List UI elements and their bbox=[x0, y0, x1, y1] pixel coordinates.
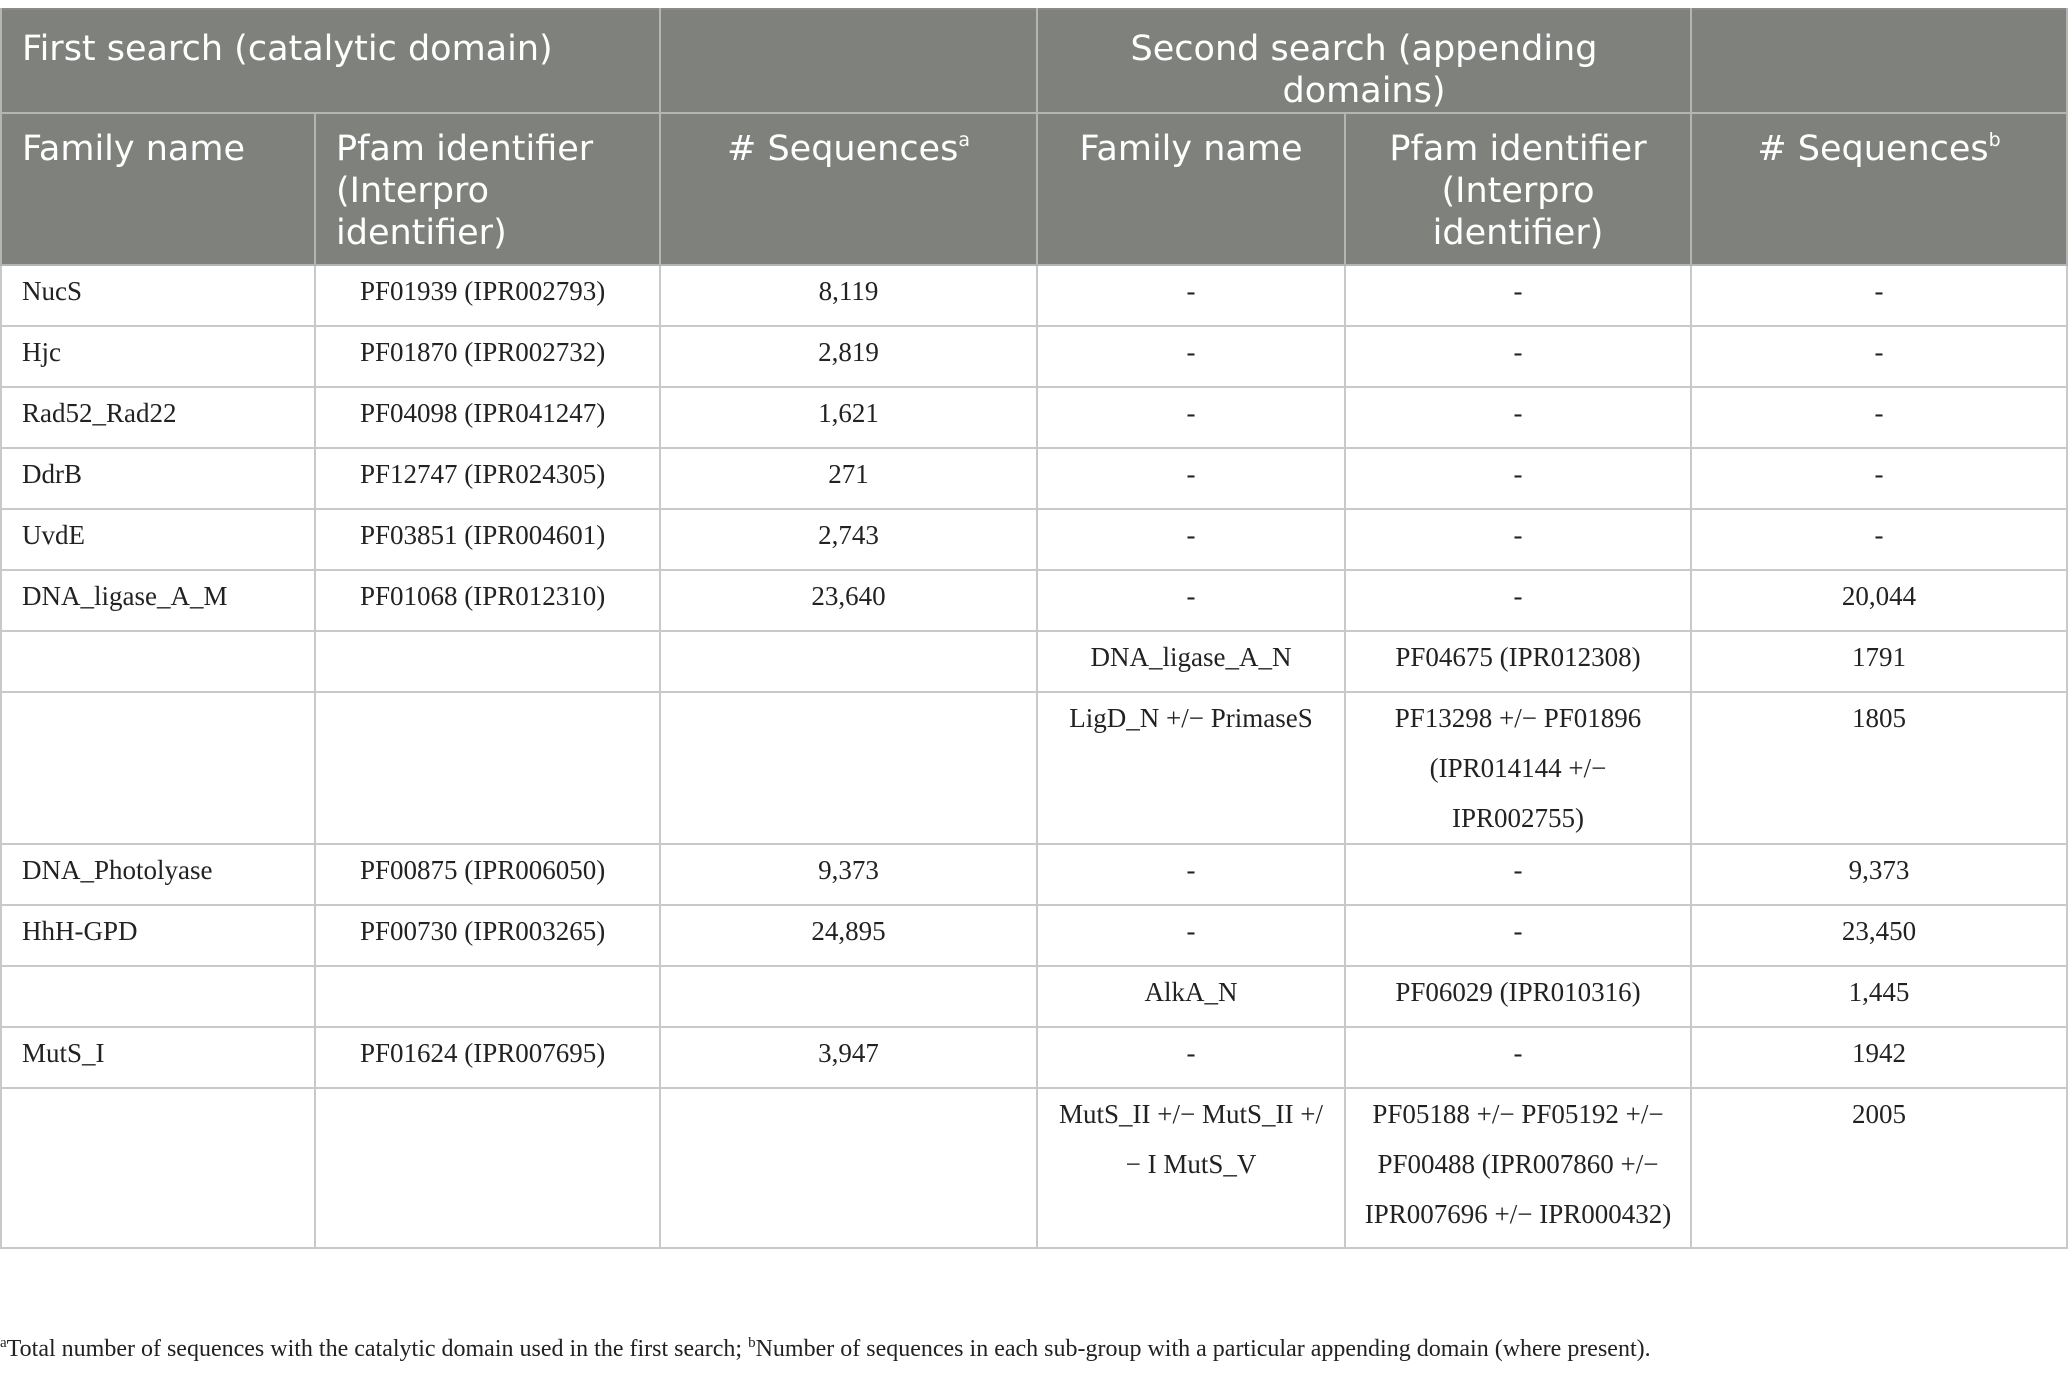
cell-appending-family-name: MutS_II +/− MutS_II +/− I MutS_V bbox=[1037, 1088, 1345, 1248]
cell-sequences bbox=[660, 631, 1037, 692]
cell-family-name: DNA_Photolyase bbox=[1, 844, 315, 905]
cell-appending-family-name: LigD_N +/− PrimaseS bbox=[1037, 692, 1345, 844]
table-row bbox=[1, 570, 2067, 631]
cell-sequences: 271 bbox=[660, 448, 1037, 509]
cell-sequences: 9,373 bbox=[660, 844, 1037, 905]
cell-sequences bbox=[660, 692, 1037, 844]
cell-family-name bbox=[1, 631, 315, 692]
cell-family-name: DNA_ligase_A_M bbox=[1, 570, 315, 631]
cell-pfam-identifier: PF00875 (IPR006050) bbox=[315, 844, 660, 905]
header-group-second-search: Second search (appending domains) bbox=[1037, 9, 1691, 113]
footnote-mark-b: b bbox=[1988, 129, 2001, 151]
cell-appending-sequences: 1,445 bbox=[1691, 966, 2067, 1027]
cell-sequences: 1,621 bbox=[660, 387, 1037, 448]
footnote-b-text: Number of sequences in each sub-group with a particular appending domain (where present). bbox=[755, 1336, 1651, 1362]
data-table bbox=[0, 8, 2068, 1249]
cell-appending-sequences: - bbox=[1691, 448, 2067, 509]
cell-sequences: 24,895 bbox=[660, 905, 1037, 966]
header-pfam-identifier-2: Pfam identifier (Interpro identifier) bbox=[1345, 113, 1691, 265]
cell-sequences: 23,640 bbox=[660, 570, 1037, 631]
table-row bbox=[1, 326, 2067, 387]
cell-appending-sequences: 2005 bbox=[1691, 1088, 2067, 1248]
cell-appending-sequences: - bbox=[1691, 509, 2067, 570]
cell-appending-pfam-identifier: PF13298 +/− PF01896 (IPR014144 +/− IPR002755) bbox=[1345, 692, 1691, 844]
header-sequences-2-label: # Sequences bbox=[1757, 129, 1989, 169]
cell-pfam-identifier: PF01939 (IPR002793) bbox=[315, 265, 660, 326]
cell-family-name bbox=[1, 966, 315, 1027]
cell-family-name: NucS bbox=[1, 265, 315, 326]
header-group-empty-1 bbox=[660, 9, 1037, 113]
cell-family-name bbox=[1, 1088, 315, 1248]
cell-sequences bbox=[660, 1088, 1037, 1248]
table-row bbox=[1, 966, 2067, 1027]
footnote-b-mark: b bbox=[748, 1335, 756, 1351]
cell-appending-pfam-identifier: - bbox=[1345, 265, 1691, 326]
cell-family-name: Hjc bbox=[1, 326, 315, 387]
cell-appending-pfam-identifier: - bbox=[1345, 570, 1691, 631]
cell-pfam-identifier: PF01870 (IPR002732) bbox=[315, 326, 660, 387]
cell-pfam-identifier: PF01068 (IPR012310) bbox=[315, 570, 660, 631]
cell-family-name: MutS_I bbox=[1, 1027, 315, 1088]
data-table-container bbox=[0, 8, 2066, 1249]
header-group-row bbox=[1, 9, 2067, 113]
cell-appending-family-name: - bbox=[1037, 387, 1345, 448]
header-sequences-1-label: # Sequences bbox=[727, 129, 959, 169]
table-footnote bbox=[0, 1336, 1651, 1363]
header-group-empty-2 bbox=[1691, 9, 2067, 113]
cell-appending-sequences: - bbox=[1691, 265, 2067, 326]
header-pfam-identifier-1: Pfam identifier (Interpro identifier) bbox=[315, 113, 660, 265]
table-row bbox=[1, 1027, 2067, 1088]
table-row bbox=[1, 905, 2067, 966]
cell-appending-family-name: AlkA_N bbox=[1037, 966, 1345, 1027]
table-row bbox=[1, 1088, 2067, 1248]
header-sequences-2 bbox=[1691, 113, 2067, 265]
cell-appending-pfam-identifier: PF05188 +/− PF05192 +/− PF00488 (IPR007860 +/− IPR007696 +/− IPR000432) bbox=[1345, 1088, 1691, 1248]
cell-appending-pfam-identifier: - bbox=[1345, 448, 1691, 509]
cell-family-name: Rad52_Rad22 bbox=[1, 387, 315, 448]
cell-pfam-identifier: PF00730 (IPR003265) bbox=[315, 905, 660, 966]
cell-appending-sequences: 23,450 bbox=[1691, 905, 2067, 966]
table-row bbox=[1, 631, 2067, 692]
cell-appending-pfam-identifier: - bbox=[1345, 905, 1691, 966]
cell-appending-family-name: - bbox=[1037, 265, 1345, 326]
table-row bbox=[1, 509, 2067, 570]
cell-sequences bbox=[660, 966, 1037, 1027]
table-row bbox=[1, 387, 2067, 448]
cell-pfam-identifier bbox=[315, 631, 660, 692]
cell-appending-sequences: 1942 bbox=[1691, 1027, 2067, 1088]
header-sequences-1 bbox=[660, 113, 1037, 265]
cell-pfam-identifier bbox=[315, 1088, 660, 1248]
table-row bbox=[1, 844, 2067, 905]
header-group-first-search: First search (catalytic domain) bbox=[1, 9, 660, 113]
cell-sequences: 8,119 bbox=[660, 265, 1037, 326]
cell-appending-family-name: DNA_ligase_A_N bbox=[1037, 631, 1345, 692]
cell-appending-sequences: 20,044 bbox=[1691, 570, 2067, 631]
footnote-a-mark: a bbox=[0, 1335, 7, 1351]
header-family-name-1: Family name bbox=[1, 113, 315, 265]
cell-sequences: 2,743 bbox=[660, 509, 1037, 570]
cell-appending-pfam-identifier: - bbox=[1345, 387, 1691, 448]
cell-pfam-identifier bbox=[315, 692, 660, 844]
cell-appending-pfam-identifier: - bbox=[1345, 326, 1691, 387]
table-row bbox=[1, 448, 2067, 509]
cell-sequences: 3,947 bbox=[660, 1027, 1037, 1088]
cell-appending-family-name: - bbox=[1037, 570, 1345, 631]
cell-appending-sequences: 1791 bbox=[1691, 631, 2067, 692]
cell-family-name: DdrB bbox=[1, 448, 315, 509]
cell-pfam-identifier: PF12747 (IPR024305) bbox=[315, 448, 660, 509]
cell-family-name: HhH-GPD bbox=[1, 905, 315, 966]
cell-appending-family-name: - bbox=[1037, 1027, 1345, 1088]
table-header bbox=[1, 9, 2067, 265]
cell-appending-pfam-identifier: PF06029 (IPR010316) bbox=[1345, 966, 1691, 1027]
cell-appending-pfam-identifier: - bbox=[1345, 509, 1691, 570]
cell-appending-family-name: - bbox=[1037, 509, 1345, 570]
table-body bbox=[1, 265, 2067, 1248]
cell-pfam-identifier: PF03851 (IPR004601) bbox=[315, 509, 660, 570]
footnote-a-text: Total number of sequences with the catalytic domain used in the first search; bbox=[6, 1336, 749, 1362]
table-row bbox=[1, 692, 2067, 844]
cell-appending-sequences: - bbox=[1691, 387, 2067, 448]
cell-appending-pfam-identifier: PF04675 (IPR012308) bbox=[1345, 631, 1691, 692]
cell-appending-sequences: - bbox=[1691, 326, 2067, 387]
header-family-name-2: Family name bbox=[1037, 113, 1345, 265]
table-row bbox=[1, 265, 2067, 326]
cell-family-name: UvdE bbox=[1, 509, 315, 570]
cell-pfam-identifier: PF04098 (IPR041247) bbox=[315, 387, 660, 448]
cell-appending-pfam-identifier: - bbox=[1345, 1027, 1691, 1088]
cell-appending-sequences: 1805 bbox=[1691, 692, 2067, 844]
cell-appending-family-name: - bbox=[1037, 905, 1345, 966]
cell-family-name bbox=[1, 692, 315, 844]
footnote-mark-a: a bbox=[958, 129, 970, 151]
cell-appending-pfam-identifier: - bbox=[1345, 844, 1691, 905]
cell-appending-sequences: 9,373 bbox=[1691, 844, 2067, 905]
cell-appending-family-name: - bbox=[1037, 844, 1345, 905]
cell-pfam-identifier: PF01624 (IPR007695) bbox=[315, 1027, 660, 1088]
cell-appending-family-name: - bbox=[1037, 448, 1345, 509]
cell-appending-family-name: - bbox=[1037, 326, 1345, 387]
cell-sequences: 2,819 bbox=[660, 326, 1037, 387]
header-column-row bbox=[1, 113, 2067, 265]
cell-pfam-identifier bbox=[315, 966, 660, 1027]
